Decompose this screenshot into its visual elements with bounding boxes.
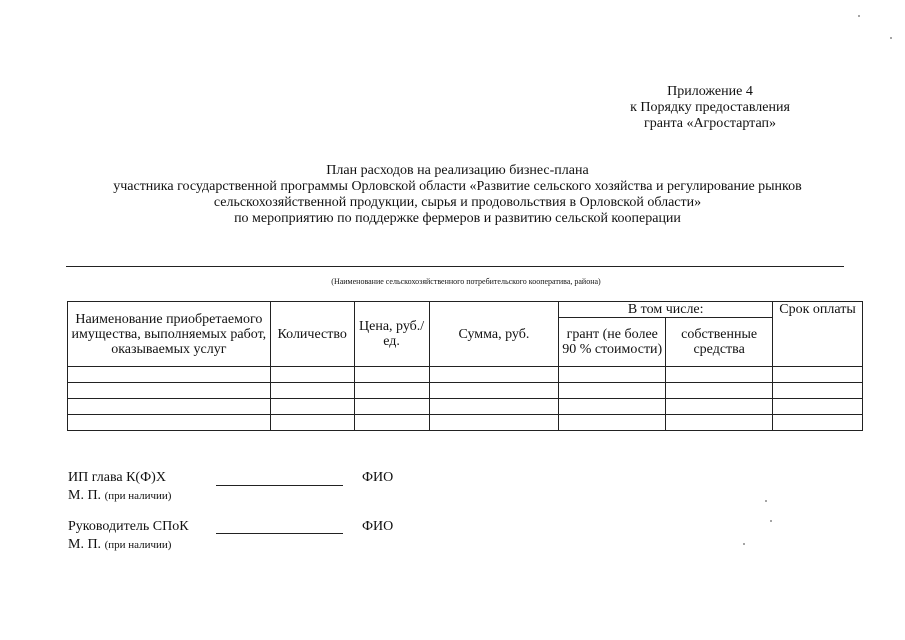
table-cell[interactable] [354, 367, 429, 383]
coop-head-signature-line[interactable] [216, 533, 343, 534]
table-cell[interactable] [773, 383, 863, 399]
table-cell[interactable] [68, 367, 271, 383]
appendix-header [560, 84, 860, 132]
table-cell[interactable] [429, 399, 559, 415]
header-payment-term: Срок оплаты [773, 302, 863, 367]
appendix-order-ref: к Порядку предоставления [630, 100, 790, 115]
header-grant: грант (не более 90 % стоимости) [559, 318, 666, 367]
table-cell[interactable] [429, 383, 559, 399]
table-cell[interactable] [68, 383, 271, 399]
table-cell[interactable] [68, 399, 271, 415]
table-cell[interactable] [68, 415, 271, 431]
seal-note: (при наличии) [104, 490, 172, 502]
table-cell[interactable] [559, 399, 666, 415]
table-cell[interactable] [270, 367, 354, 383]
header-own-funds: собственные средства [666, 318, 773, 367]
table-cell[interactable] [666, 399, 773, 415]
table-cell[interactable] [666, 415, 773, 431]
table-cell[interactable] [270, 399, 354, 415]
table-row [68, 415, 863, 431]
title-line-3: сельскохозяйственной продукции, сырья и продовольствия в Орловской области» [213, 195, 702, 210]
cooperative-caption: (Наименование сельскохозяйственного потребительского кооператива, района) [331, 277, 601, 286]
header-quantity: Количество [270, 302, 354, 367]
table-cell[interactable] [429, 415, 559, 431]
seal-note: (при наличии) [104, 539, 172, 551]
seal-prefix: М. П. [68, 537, 102, 552]
cooperative-name-line [66, 266, 844, 267]
table-row [68, 383, 863, 399]
table-cell[interactable] [559, 383, 666, 399]
seal-prefix: М. П. [68, 488, 102, 503]
table-cell[interactable] [270, 383, 354, 399]
title-line-4: по мероприятию по поддержке фермеров и развитию сельской кооперации [234, 211, 681, 226]
table-cell[interactable] [354, 399, 429, 415]
title-line-1: План расходов на реализацию бизнес-плана [326, 163, 589, 178]
table-cell[interactable] [354, 415, 429, 431]
farm-head-signature-line[interactable] [216, 485, 343, 486]
table-cell[interactable] [559, 415, 666, 431]
header-sum: Сумма, руб. [429, 302, 559, 367]
expenses-table [67, 301, 863, 431]
table-header-row-1 [68, 302, 863, 318]
farm-head-seal-note [68, 488, 171, 504]
table-cell[interactable] [773, 415, 863, 431]
farm-head-fio: ФИО [362, 470, 394, 485]
table-cell[interactable] [429, 367, 559, 383]
table-row [68, 367, 863, 383]
appendix-grant-name: гранта «Агростартап» [644, 116, 776, 131]
table-cell[interactable] [773, 367, 863, 383]
table-cell[interactable] [773, 399, 863, 415]
scan-speck [743, 543, 745, 545]
table-cell[interactable] [666, 367, 773, 383]
scan-speck [765, 500, 767, 502]
header-including: В том числе: [559, 302, 773, 318]
scan-speck [890, 37, 892, 39]
table-cell[interactable] [559, 367, 666, 383]
table-cell[interactable] [270, 415, 354, 431]
title-line-2: участника государственной программы Орловской области «Развитие сельского хозяйства и регулирование рынков [113, 179, 802, 194]
document-title [40, 163, 875, 227]
coop-head-fio: ФИО [362, 519, 394, 534]
coop-head-seal-note [68, 537, 171, 553]
scan-speck [858, 15, 860, 17]
farm-head-label: ИП глава К(Ф)Х [68, 470, 166, 485]
table-row [68, 399, 863, 415]
coop-head-label: Руководитель СПоК [68, 519, 189, 534]
header-price: Цена, руб./ед. [354, 302, 429, 367]
table-cell[interactable] [354, 383, 429, 399]
header-item-name: Наименование приобретаемого имущества, выполняемых работ, оказываемых услуг [68, 302, 271, 367]
appendix-number: Приложение 4 [667, 84, 753, 99]
scan-speck [770, 520, 772, 522]
table-cell[interactable] [666, 383, 773, 399]
